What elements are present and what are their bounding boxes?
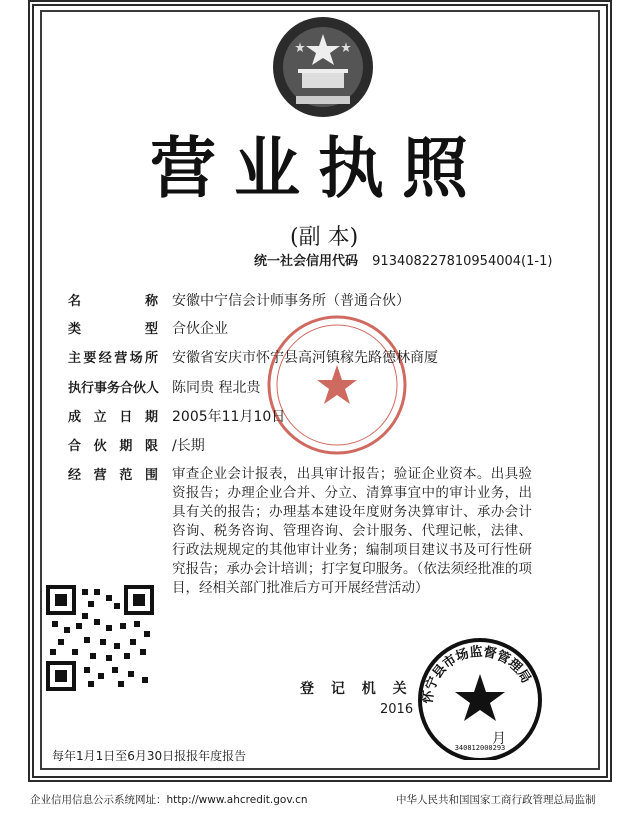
field-partner-value: 陈同贵 程北贵 xyxy=(172,380,261,396)
seal-number: 340812000293 xyxy=(454,744,506,752)
national-emblem-icon xyxy=(268,12,378,122)
field-partner-label: 执行事务合伙人 xyxy=(68,381,160,396)
registration-authority-label: 登 记 机 关 xyxy=(300,681,413,697)
market-supervision-seal xyxy=(414,634,546,760)
credit-code-line xyxy=(254,250,552,269)
field-term-label: 合 伙 期 限 xyxy=(68,439,158,454)
registration-year: 2016 xyxy=(380,702,414,717)
license-subtitle: (副 本) xyxy=(290,225,359,250)
field-founded-value: 2005年11月10日 xyxy=(172,409,286,425)
seal-text: 怀宁县市场监督管理局 xyxy=(420,644,534,705)
credit-code-value: 913408227810954004(1-1) xyxy=(372,254,553,269)
accounting-firm-seal xyxy=(262,310,412,460)
field-type-label: 类 型 xyxy=(68,322,158,337)
registration-month: 月 xyxy=(492,731,506,747)
qr-code xyxy=(44,583,156,693)
field-address-label: 主要经营场所 xyxy=(68,351,158,366)
field-type-value: 合伙企业 xyxy=(172,321,228,337)
field-founded-label: 成 立 日 期 xyxy=(68,410,158,425)
footer-website: 企业信用信息公示系统网址：http://www.ahcredit.gov.cn xyxy=(30,794,308,806)
annual-report-note: 每年1月1日至6月30日报报年度报告 xyxy=(52,749,247,763)
field-name-label: 名 称 xyxy=(68,294,158,309)
license-title: 营业执照 xyxy=(150,129,486,207)
field-name-value: 安徽中宁信会计师事务所（普通合伙） xyxy=(172,293,410,309)
footer-issuer: 中华人民共和国国家工商行政管理总局监制 xyxy=(396,794,596,806)
field-term-value: /长期 xyxy=(172,438,205,454)
field-scope-label: 经 营 范 围 xyxy=(68,468,158,483)
field-address-value: 安徽省安庆市怀宁县高河镇稼先路德林商厦 xyxy=(172,350,438,366)
business-scope-text: 审查企业会计报表，出具审计报告；验证企业资本。出具验资报告；办理企业合并、分立、清算事宜中的审计业务，出具有关的报告；办理基本建设年度财务决算审计、承办会计咨询、税务咨询、管理咨询、会计服务、代理记帐，法律、行政法规规定的其他审计业务；编制项目建议书及可行性研究报告；承办会计培训；打字复印服务。（依法须经批准的项目，经相关部门批准后方可开展经营活动） xyxy=(172,466,532,596)
credit-code-label: 统一社会信用代码 xyxy=(254,254,359,269)
